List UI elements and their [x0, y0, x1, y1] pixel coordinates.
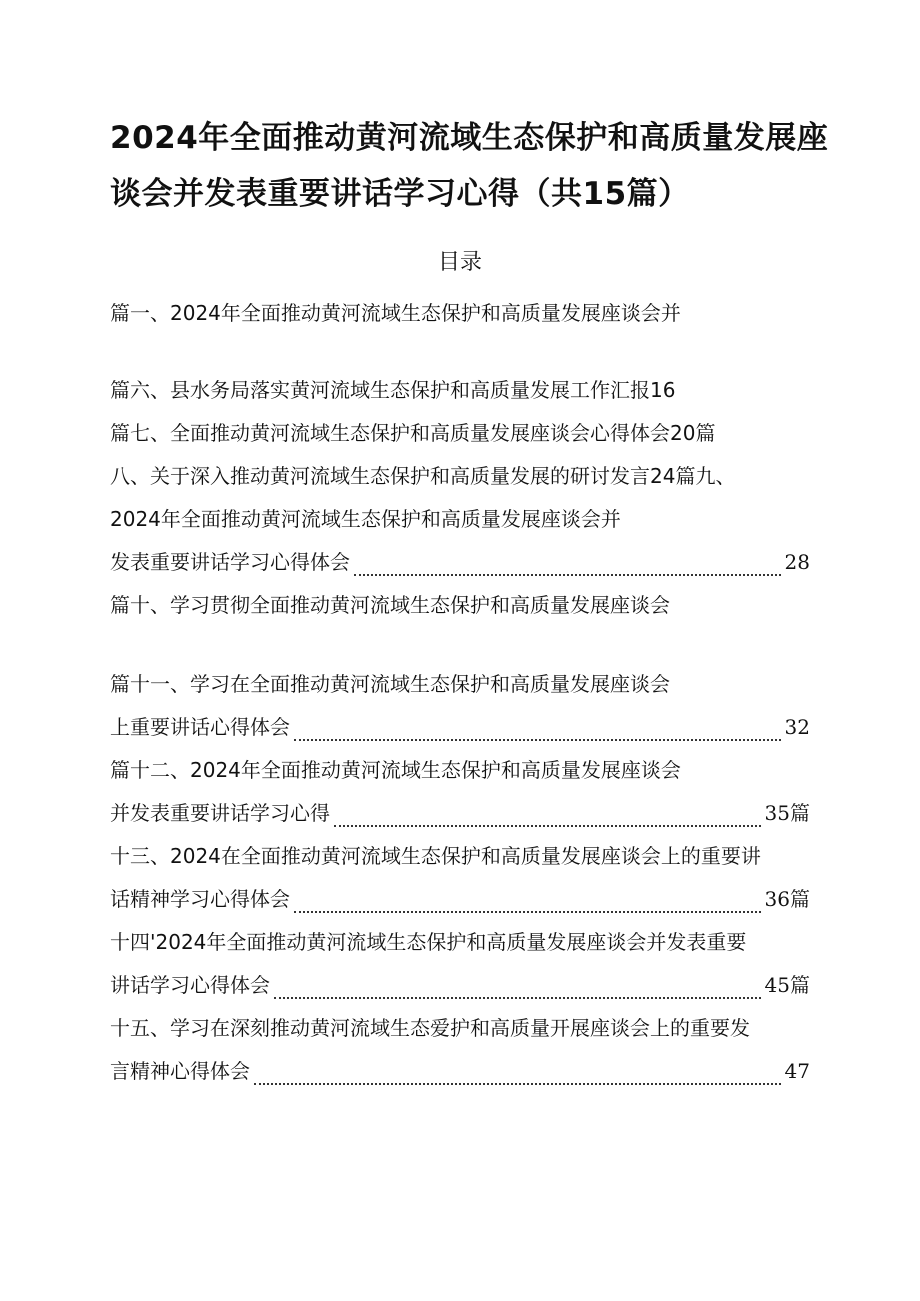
toc-entry-12-line-1[interactable] — [110, 749, 850, 792]
document-title — [110, 110, 840, 222]
toc-page-number: 47 — [784, 1059, 810, 1083]
toc-entry-13-line-1[interactable] — [110, 835, 850, 878]
table-of-contents — [110, 293, 850, 1093]
toc-entry-12-line-2[interactable] — [110, 792, 810, 835]
toc-entry-15-line-1[interactable] — [110, 1007, 850, 1050]
toc-page-number: 45篇 — [764, 973, 810, 997]
toc-entry-text: 八、关于深入推动黄河流域生态保护和高质量发展的研讨发言24篇九、 — [110, 464, 736, 488]
toc-entry-text: 上重要讲话心得体会 — [110, 715, 290, 739]
toc-entry-15-line-2[interactable] — [110, 1050, 810, 1093]
toc-entry-11-line-1[interactable] — [110, 663, 850, 706]
toc-entry-text: 并发表重要讲话学习心得 — [110, 801, 330, 825]
toc-page-number: 28 — [784, 550, 810, 574]
dot-leader — [334, 825, 761, 827]
toc-entry-text: 2024年全面推动黄河流域生态保护和高质量发展座谈会并 — [110, 507, 621, 531]
toc-entry-14-line-1[interactable] — [110, 921, 850, 964]
toc-entry-text: 篇十、学习贯彻全面推动黄河流域生态保护和高质量发展座谈会 — [110, 593, 670, 617]
dot-leader — [294, 739, 781, 741]
toc-page-number: 35篇 — [764, 801, 810, 825]
toc-entry-text: 话精神学习心得体会 — [110, 887, 290, 911]
toc-entry-1[interactable] — [110, 293, 850, 333]
toc-entry-text: 篇十一、学习在全面推动黄河流域生态保护和高质量发展座谈会 — [110, 672, 670, 696]
toc-entry-text: 言精神心得体会 — [110, 1059, 250, 1083]
toc-entry-11-line-2[interactable] — [110, 706, 810, 749]
toc-entry-text: 篇一、2024年全面推动黄河流域生态保护和高质量发展座谈会并 — [110, 301, 681, 325]
toc-entry-10[interactable] — [110, 584, 850, 627]
toc-entry-7[interactable] — [110, 412, 850, 455]
toc-page-number: 36篇 — [764, 887, 810, 911]
toc-entry-9-line-2[interactable] — [110, 541, 810, 584]
title-line-2: 谈会并发表重要讲话学习心得（共15篇） — [110, 176, 690, 212]
dot-leader — [294, 911, 761, 913]
toc-entry-text: 篇十二、2024年全面推动黄河流域生态保护和高质量发展座谈会 — [110, 758, 681, 782]
toc-entry-text: 讲话学习心得体会 — [110, 973, 270, 997]
toc-entry-text: 篇七、全面推动黄河流域生态保护和高质量发展座谈会心得体会20篇 — [110, 421, 716, 445]
toc-entry-14-line-2[interactable] — [110, 964, 810, 1007]
dot-leader — [254, 1083, 781, 1085]
toc-entry-text: 十五、学习在深刻推动黄河流域生态爱护和高质量开展座谈会上的重要发 — [110, 1016, 750, 1040]
toc-entry-8[interactable] — [110, 455, 850, 498]
toc-entry-text: 十四'2024年全面推动黄河流域生态保护和高质量发展座谈会并发表重要 — [110, 930, 747, 954]
toc-entry-9-line-1[interactable] — [110, 498, 850, 541]
title-line-1: 2024年全面推动黄河流域生态保护和高质量发展座 — [110, 120, 829, 156]
dot-leader — [274, 997, 761, 999]
toc-entry-13-line-2[interactable] — [110, 878, 810, 921]
toc-page-number: 32 — [784, 715, 810, 739]
toc-heading: 目录 — [437, 250, 482, 275]
toc-entry-6[interactable] — [110, 369, 850, 412]
toc-entry-text: 十三、2024在全面推动黄河流域生态保护和高质量发展座谈会上的重要讲 — [110, 844, 761, 868]
toc-entry-text: 篇六、县水务局落实黄河流域生态保护和高质量发展工作汇报16 — [110, 378, 676, 402]
dot-leader — [354, 574, 781, 576]
toc-entry-text: 发表重要讲话学习心得体会 — [110, 550, 350, 574]
